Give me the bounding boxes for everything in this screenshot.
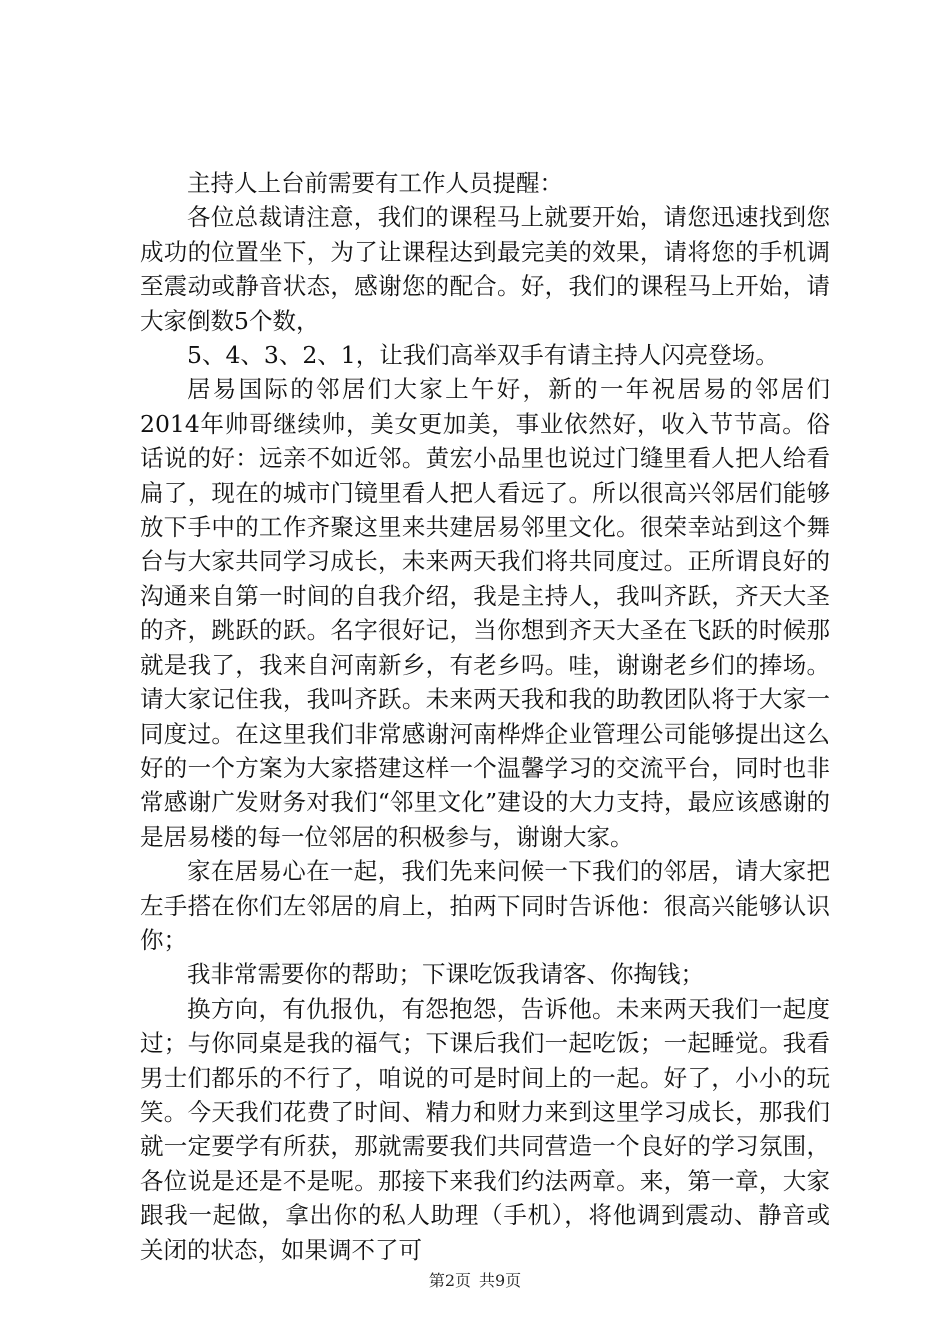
paragraph-5: 家在居易心在一起，我们先来问候一下我们的邻居，请大家把左手搭在你们左邻居的肩上，拍两下同时告诉他：很高兴能够认识你； (140, 857, 830, 954)
document-body (140, 166, 830, 1267)
page-footer (0, 1268, 950, 1291)
paragraph-2: 各位总裁请注意，我们的课程马上就要开始，请您迅速找到您成功的位置坐下，为了让课程达到最完美的效果，请将您的手机调至震动或静音状态，感谢您的配合。好，我们的课程马上开始，请大家倒数5个数， (140, 203, 830, 335)
paragraph-7: 换方向，有仇报仇，有怨抱怨，告诉他。未来两天我们一起度过；与你同桌是我的福气；下课后我们一起吃饭；一起睡觉。我看男士们都乐的不行了，咱说的可是时间上的一起。好了，小小的玩笑。今天我们花费了时间、精力和财力来到这里学习成长，那我们就一定要学有所获，那就需要我们共同营造一个良好的学习氛围，各位说是还是不是呢。那接下来我们约法两章。来，第一章，大家跟我一起做，拿出你的私人助理（手机），将他调到震动、静音或关闭的状态，如果调不了可 (140, 994, 830, 1264)
paragraph-4: 居易国际的邻居们大家上午好，新的一年祝居易的邻居们2014年帅哥继续帅，美女更加美，事业依然好，收入节节高。俗话说的好：远亲不如近邻。黄宏小品里也说过门缝里看人把人给看扁了，现在的城市门镜里看人把人看远了。所以很高兴邻居们能够放下手中的工作齐聚这里来共建居易邻里文化。很荣幸站到这个舞台与大家共同学习成长，未来两天我们将共同度过。正所谓良好的沟通来自第一时间的自我介绍，我是主持人，我叫齐跃，齐天大圣的齐，跳跃的跃。名字很好记，当你想到齐天大圣在飞跃的时候那就是我了，我来自河南新乡，有老乡吗。哇，谢谢老乡们的捧场。请大家记住我，我叫齐跃。未来两天我和我的助教团队将于大家一同度过。在这里我们非常感谢河南桦烨企业管理公司能够提出这么好的一个方案为大家搭建这样一个温馨学习的交流平台，同时也非常感谢广发财务对我们“邻里文化”建设的大力支持，最应该感谢的是居易楼的每一位邻居的积极参与，谢谢大家。 (140, 375, 830, 851)
paragraph-6: 我非常需要你的帮助；下课吃饭我请客、你掏钱； (187, 960, 704, 989)
paragraph-1: 主持人上台前需要有工作人员提醒： (187, 169, 563, 197)
paragraph-3: 5、4、3、2、1，让我们高举双手有请主持人闪亮登场。 (187, 341, 779, 370)
page-number: 第2页 (428, 1271, 471, 1290)
page-total: 共9页 (479, 1271, 522, 1290)
